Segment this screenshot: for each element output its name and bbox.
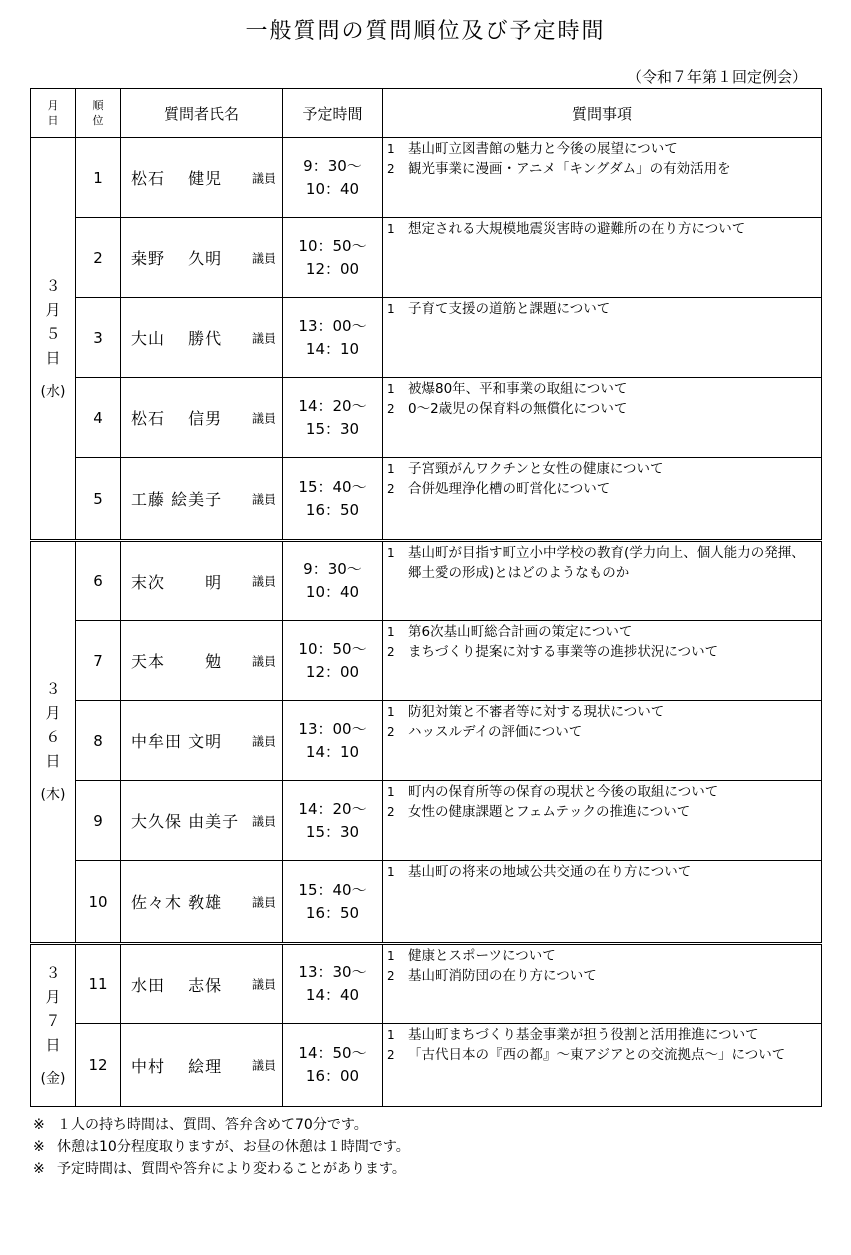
topic-number: 1	[387, 546, 395, 560]
name-cell	[121, 621, 283, 701]
time-end: 10：40	[305, 583, 360, 601]
header-rank-text: 順 位	[92, 99, 104, 127]
name-cell	[121, 298, 283, 378]
note-line	[33, 1136, 410, 1158]
time-end: 14：40	[305, 986, 360, 1004]
rank-cell: 5	[76, 458, 121, 541]
date-month-unit: 月	[45, 704, 61, 722]
time-end: 16：50	[305, 903, 360, 922]
time-start: 13：30～	[298, 963, 367, 981]
questioner-name: 佐々木 敎雄	[131, 893, 223, 912]
topic-cell	[383, 861, 822, 944]
questioner-name: 末次 明	[131, 572, 223, 592]
topic-item	[387, 946, 817, 966]
session-label: （令和７年第１回定例会）	[626, 68, 807, 86]
table-row	[31, 298, 822, 378]
questioner-name: 大久保 由美子	[131, 812, 240, 831]
time-end: 15：30	[305, 822, 360, 841]
rank-cell: 4	[76, 378, 121, 458]
questioner-name: 中村 絵理	[131, 1056, 223, 1076]
name-cell	[121, 781, 283, 861]
topic-item	[387, 479, 817, 499]
header-date-text: 月 日	[47, 99, 59, 127]
topic-item	[387, 642, 817, 662]
topic-item	[387, 159, 817, 179]
time-end: 14：10	[305, 742, 360, 761]
time-start: 13：00～	[298, 719, 367, 738]
topic-cell	[383, 944, 822, 1024]
topic-text: 第6次基山町総合計画の策定について	[408, 624, 633, 640]
topic-item	[387, 1025, 817, 1045]
topic-number: 1	[387, 302, 395, 316]
topic-cell	[383, 541, 822, 621]
date-day: ７	[45, 1011, 61, 1030]
topic-text: ハッスルデイの評価について	[408, 724, 583, 740]
time-cell	[283, 458, 383, 541]
header-row	[31, 89, 822, 138]
name-cell	[121, 541, 283, 621]
topic-number: 2	[387, 645, 395, 659]
table-row	[31, 138, 822, 218]
topic-cell	[383, 1024, 822, 1107]
topic-item	[387, 862, 817, 882]
rank-cell: 7	[76, 621, 121, 701]
table-row	[31, 861, 822, 944]
name-cell	[121, 701, 283, 781]
topic-text: 子宮頸がんワクチンと女性の健康について	[408, 461, 664, 477]
date-day: ５	[45, 324, 61, 343]
date-day-unit: 日	[45, 1035, 61, 1054]
time-end: 14：10	[305, 339, 360, 358]
rank-cell: 6	[76, 541, 121, 621]
header-rank	[76, 89, 121, 138]
questioner-name: 大山 勝代	[131, 329, 223, 348]
topic-cell	[383, 138, 822, 218]
table-row	[31, 378, 822, 458]
topic-item	[387, 722, 817, 742]
topic-text: 想定される大規模地震災害時の避難所の在り方について	[408, 221, 746, 237]
topic-number: 1	[387, 222, 395, 236]
topic-number: 2	[387, 482, 395, 496]
topic-item	[387, 299, 817, 319]
questioner-role: 議員	[251, 814, 276, 828]
topic-item	[387, 543, 817, 583]
date-month: ３	[45, 680, 61, 698]
questioner-name: 松石 健児	[131, 169, 223, 188]
time-start: 14：20～	[298, 396, 367, 415]
topic-cell	[383, 298, 822, 378]
topic-text: 町内の保育所等の保育の現状と今後の取組について	[408, 784, 719, 800]
name-cell	[121, 218, 283, 298]
name-cell	[121, 1024, 283, 1107]
time-cell	[283, 541, 383, 621]
time-cell	[283, 701, 383, 781]
topic-text: 「古代日本の『西の都』～東アジアとの交流拠点～」について	[408, 1047, 786, 1063]
questioner-role: 議員	[251, 1058, 276, 1073]
topic-text: 基山町が目指す町立小中学校の教育(学力向上、個人能力の発揮、郷土愛の形成)とはどのようなものか	[408, 545, 805, 581]
header-topic: 質問事項	[383, 89, 822, 138]
topic-item	[387, 379, 817, 399]
table-row	[31, 781, 822, 861]
weekday: (金)	[40, 1070, 66, 1087]
date-cell	[31, 944, 76, 1107]
time-end: 12：00	[305, 662, 360, 681]
table-row	[31, 458, 822, 541]
topic-number: 1	[387, 462, 395, 476]
time-end: 15：30	[305, 419, 360, 438]
topic-cell	[383, 218, 822, 298]
questioner-name: 松石 信男	[131, 409, 223, 428]
time-start: 15：40～	[298, 880, 367, 899]
date-day-unit: 日	[45, 752, 61, 770]
time-cell	[283, 781, 383, 861]
time-cell	[283, 1024, 383, 1107]
note-mark: ※	[33, 1161, 45, 1177]
rank-cell: 12	[76, 1024, 121, 1107]
note-text: 予定時間は、質問や答弁により変わることがあります。	[57, 1161, 406, 1177]
topic-item	[387, 139, 817, 159]
topic-number: 1	[387, 142, 395, 156]
time-start: 10：50～	[298, 236, 367, 255]
page-title: 一般質問の質問順位及び予定時間	[245, 19, 606, 44]
name-cell	[121, 378, 283, 458]
time-start: 14：20～	[298, 799, 367, 818]
questioner-role: 議員	[251, 492, 276, 506]
topic-item	[387, 399, 817, 419]
questioner-role: 議員	[251, 331, 276, 345]
topic-cell	[383, 701, 822, 781]
date-month-unit: 月	[45, 987, 61, 1006]
topic-text: まちづくり提案に対する事業等の進捗状況について	[408, 644, 719, 660]
topic-number: 2	[387, 969, 395, 983]
rank-cell: 8	[76, 701, 121, 781]
note-text: １人の持ち時間は、質問、答弁含めて70分です。	[57, 1117, 368, 1133]
topic-number: 2	[387, 1048, 395, 1062]
topic-item	[387, 622, 817, 642]
topic-item	[387, 802, 817, 822]
note-mark: ※	[33, 1139, 45, 1155]
topic-number: 1	[387, 1028, 395, 1042]
topic-text: 基山町立図書館の魅力と今後の展望について	[408, 141, 678, 157]
time-start: 14：50～	[298, 1044, 367, 1062]
topic-number: 1	[387, 785, 395, 799]
time-cell	[283, 378, 383, 458]
topic-text: 0～2歳児の保育料の無償化について	[408, 401, 628, 417]
topic-item	[387, 219, 817, 239]
topic-number: 2	[387, 805, 395, 819]
topic-text: 子育て支援の道筋と課題について	[408, 301, 611, 317]
table-row	[31, 1024, 822, 1107]
date-month: ３	[45, 963, 61, 982]
topic-number: 1	[387, 705, 395, 719]
topic-text: 合併処理浄化槽の町営化について	[408, 481, 611, 497]
time-cell	[283, 861, 383, 944]
questioner-name: 天本 勉	[131, 652, 223, 671]
questioner-name: 桒野 久明	[131, 249, 223, 268]
rank-cell: 3	[76, 298, 121, 378]
header-name: 質問者氏名	[121, 89, 283, 138]
note-mark: ※	[33, 1117, 45, 1133]
date-month-unit: 月	[45, 300, 61, 319]
time-cell	[283, 944, 383, 1024]
date-month: ３	[45, 276, 61, 295]
note-line	[33, 1158, 410, 1180]
name-cell	[121, 944, 283, 1024]
questioner-name: 水田 志保	[131, 975, 223, 995]
header-date	[31, 89, 76, 138]
topic-number: 1	[387, 865, 395, 879]
time-cell	[283, 138, 383, 218]
rank-cell: 2	[76, 218, 121, 298]
name-cell	[121, 138, 283, 218]
time-start: 15：40～	[298, 477, 367, 496]
topic-cell	[383, 458, 822, 541]
time-cell	[283, 621, 383, 701]
time-end: 16：00	[305, 1067, 360, 1085]
name-cell	[121, 861, 283, 944]
table-row	[31, 944, 822, 1024]
date-day-unit: 日	[45, 348, 61, 367]
questioner-name: 工藤 絵美子	[131, 490, 223, 509]
topic-number: 1	[387, 949, 395, 963]
time-cell	[283, 298, 383, 378]
topic-text: 女性の健康課題とフェムテックの推進について	[408, 804, 691, 820]
questioner-role: 議員	[251, 574, 276, 589]
topic-text: 基山町の将来の地域公共交通の在り方について	[408, 864, 692, 880]
topic-text: 健康とスポーツについて	[408, 948, 556, 964]
notes	[33, 1114, 410, 1180]
time-end: 12：00	[305, 259, 360, 278]
time-start: 9：30～	[303, 156, 362, 175]
topic-item	[387, 702, 817, 722]
questioner-role: 議員	[251, 251, 276, 265]
topic-number: 2	[387, 725, 395, 739]
questioner-role: 議員	[251, 654, 276, 668]
time-cell	[283, 218, 383, 298]
time-start: 10：50～	[298, 639, 367, 658]
topic-cell	[383, 621, 822, 701]
topic-text: 基山町消防団の在り方について	[408, 968, 597, 984]
rank-cell: 1	[76, 138, 121, 218]
name-cell	[121, 458, 283, 541]
rank-cell: 9	[76, 781, 121, 861]
time-end: 16：50	[305, 500, 360, 519]
topic-cell	[383, 781, 822, 861]
topic-text: 基山町まちづくり基金事業が担う役割と活用推進について	[408, 1027, 759, 1043]
questioner-role: 議員	[251, 734, 276, 748]
topic-text: 被爆80年、平和事業の取組について	[408, 381, 628, 397]
table-row	[31, 218, 822, 298]
questioner-role: 議員	[251, 171, 276, 185]
topic-number: 1	[387, 382, 395, 396]
weekday: (水)	[40, 383, 66, 400]
questioner-role: 議員	[251, 411, 276, 425]
topic-cell	[383, 378, 822, 458]
date-day: ６	[45, 728, 61, 746]
rank-cell: 11	[76, 944, 121, 1024]
topic-number: 2	[387, 402, 395, 416]
topic-number: 1	[387, 625, 395, 639]
date-cell	[31, 541, 76, 944]
questioner-role: 議員	[251, 895, 276, 909]
rank-cell: 10	[76, 861, 121, 944]
weekday: (木)	[40, 787, 66, 803]
topic-item	[387, 1045, 817, 1065]
table-row	[31, 701, 822, 781]
topic-text: 観光事業に漫画・アニメ「キングダム」の有効活用を	[408, 161, 731, 177]
note-line	[33, 1114, 410, 1136]
questioner-role: 議員	[251, 977, 276, 992]
topic-number: 2	[387, 162, 395, 176]
time-end: 10：40	[305, 179, 360, 198]
schedule-table	[30, 88, 822, 1107]
time-start: 9：30～	[303, 560, 362, 578]
topic-item	[387, 459, 817, 479]
header-time: 予定時間	[283, 89, 383, 138]
questioner-name: 中牟田 文明	[131, 732, 223, 751]
time-start: 13：00～	[298, 316, 367, 335]
table-row	[31, 541, 822, 621]
table-row	[31, 621, 822, 701]
note-text: 休憩は10分程度取りますが、お昼の休憩は１時間です。	[57, 1139, 410, 1155]
topic-text: 防犯対策と不審者等に対する現状について	[408, 704, 665, 720]
topic-item	[387, 782, 817, 802]
date-cell	[31, 138, 76, 541]
topic-item	[387, 966, 817, 986]
